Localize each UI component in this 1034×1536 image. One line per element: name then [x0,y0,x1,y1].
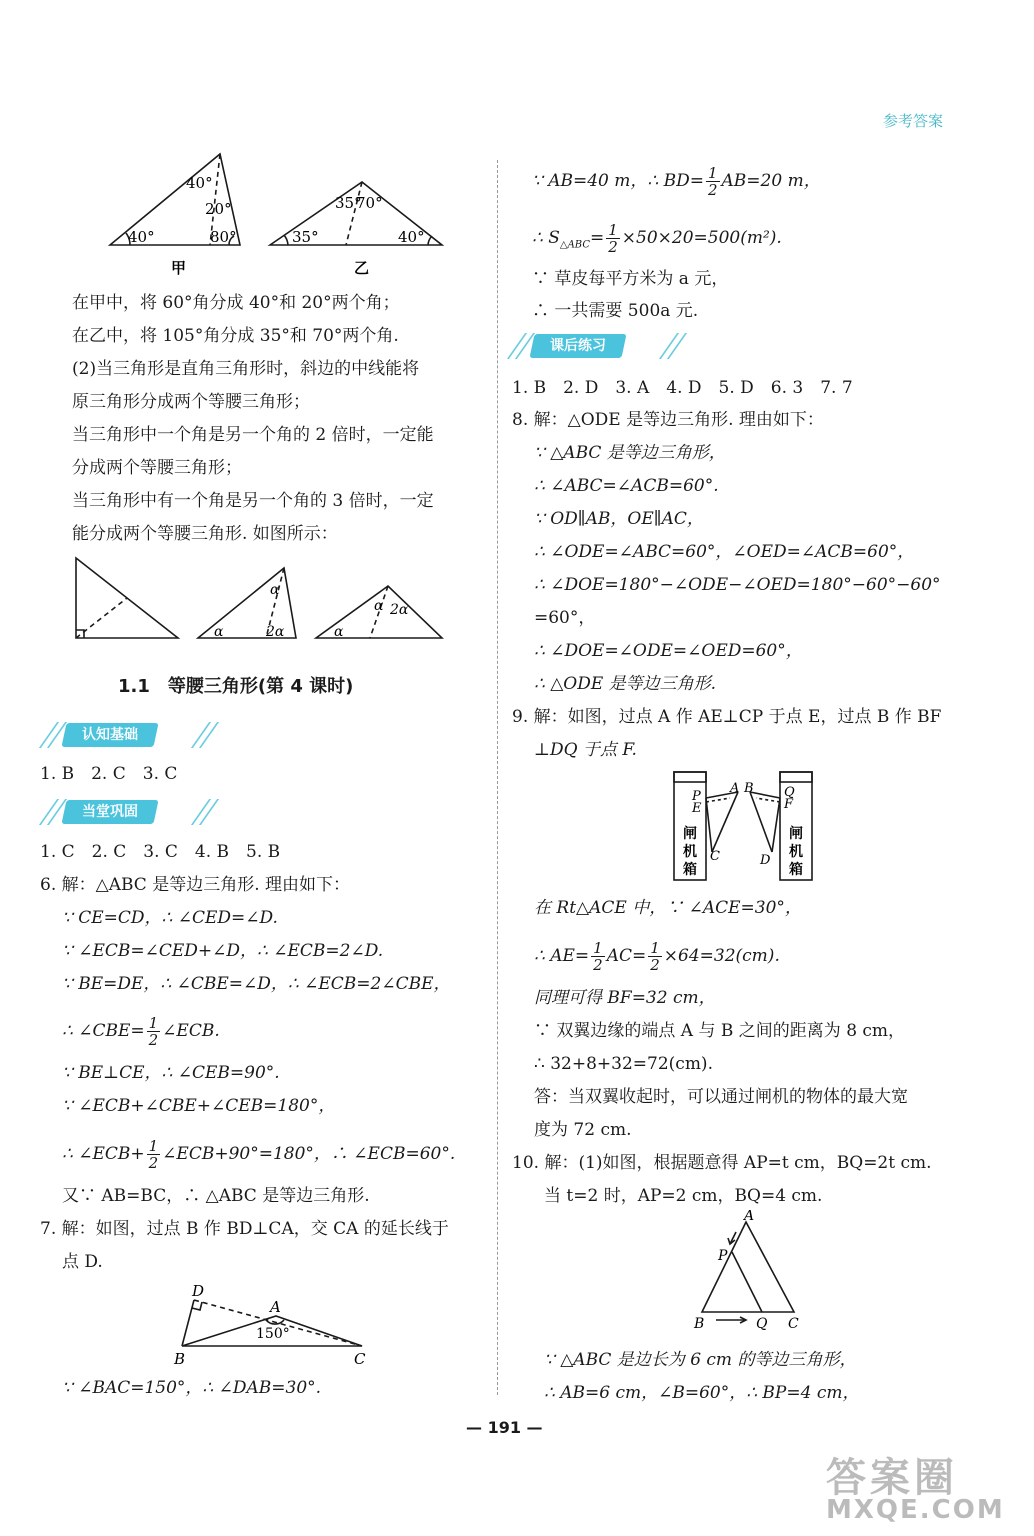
ans-dangtang: 1. C 2. C 3. C 4. B 5. B [40,842,281,862]
q9-box-left-1: 闸 [683,826,697,842]
yi-angle-35-left: 35° [292,228,319,246]
yi-angle-40-right: 40° [398,228,425,246]
alpha-label-4: α [334,624,344,640]
q9-label-A: A [730,781,740,796]
page-number: — 191 — [466,1418,543,1437]
jia-caption: 甲 [171,259,187,277]
q9-line-6: 同理可得 BF=32 cm， [534,988,716,1008]
q10-label-Q: Q [756,1316,768,1332]
q8-line-0: 8. 解：△ODE 是等边三角形. 理由如下： [512,410,824,430]
q10-line-0: 10. 解：(1)如图，根据题意得 AP=t cm，BQ=2t cm. [512,1153,932,1173]
alpha-label-3: α [270,582,280,598]
column-divider [497,160,498,1395]
q6-line-0: 6. 解：△ABC 是等边三角形. 理由如下： [40,875,351,895]
ans-renzhi: 1. B 2. C 3. C [40,764,178,784]
q7-line-1: 点 D. [62,1252,103,1272]
badge-renzhi [40,720,230,750]
q6-line-6: ∵ BE⊥CE，∴ ∠CEB=90°. [62,1063,280,1083]
alpha-label-1: α [214,624,224,640]
q8-line-4: ∴ ∠ODE=∠ABC=60°，∠OED=∠ACB=60°， [534,542,915,562]
q9-box-right-2: 机 [789,844,803,860]
q9-line-8: ∴ 32+8+32=72(cm). [534,1054,713,1074]
figure-q7 [170,1280,380,1370]
figure-q9-gate [668,768,818,886]
q6-line-1: ∵ CE=CD，∴ ∠CED=∠D. [62,908,278,928]
r-line-3: ∵ 草皮每平方米为 a 元， [532,269,729,289]
yi-caption: 乙 [354,259,370,277]
q6-frac-2: $\frac{1}{2}$ [148,1137,159,1172]
q8-line-6: =60°， [534,608,596,628]
q8-line-1: ∵ △ABC 是等边三角形， [534,443,726,463]
q10-line-1: 当 t=2 时，AP=2 cm，BQ=4 cm. [544,1186,823,1206]
yi-angle-70: 70° [356,194,383,212]
r-frac-2: $\frac{1}{2}$ [608,221,618,256]
q6-line-8: ∴ ∠ECB+ $\frac{1}{2}$ ∠ECB+90°=180°，∴ ∠ECB=60°. [62,1137,456,1172]
q10-label-C: C [788,1316,799,1332]
q9-label-B: B [744,781,754,796]
figure-jia-yi [100,148,450,278]
q7-line-2: ∵ ∠BAC=150°，∴ ∠DAB=30°. [62,1378,322,1398]
q9-line-3: ∴ AE= $\frac{1}{2}$ AC= $\frac{1}{2}$ ×64=32(cm). [534,939,780,974]
q7-label-C: C [354,1350,366,1368]
jia-angle-20: 20° [205,200,232,218]
q9-line-0: 9. 解：如图，过点 A 作 AE⊥CP 于点 E，过点 B 作 BF [512,707,942,727]
q9-label-C: C [710,849,720,864]
q6-line-2: ∵ ∠ECB=∠CED+∠D，∴ ∠ECB=2∠D. [62,941,384,961]
badge-kehou-label: 课后练习 [550,338,606,354]
jia-angle-40-top: 40° [186,174,213,192]
q6-line-4: ∴ ∠CBE= $\frac{1}{2}$ ∠ECB. [62,1014,220,1049]
q10-label-P: P [718,1248,728,1264]
section-title: 1.1 等腰三角形(第 4 课时) [118,676,354,697]
watermark-logo: 答案圈 MXQE.COM [826,1455,1005,1525]
q7-label-B: B [174,1350,186,1368]
left-p4b: 分成两个等腰三角形； [72,458,242,478]
figure-alpha-triangles [70,552,450,644]
q9-frac-2: $\frac{1}{2}$ [650,939,660,974]
r-frac-1: $\frac{1}{2}$ [707,164,718,199]
q8-line-2: ∴ ∠ABC=∠ACB=60°. [534,476,719,496]
badge-dangtang [40,797,230,827]
alpha-label-2: 2α [266,624,285,640]
q9-box-left-3: 箱 [683,862,697,878]
q10-line-3: ∴ AB=6 cm，∠B=60°，∴ BP=4 cm， [544,1383,860,1403]
q8-line-3: ∵ OD∥AB，OE∥AC， [534,509,704,529]
alpha-label-5: 2α [390,602,409,618]
q7-label-A: A [270,1298,281,1316]
q10-line-2: ∵ △ABC 是边长为 6 cm 的等边三角形， [544,1350,857,1370]
q9-label-E: E [692,801,702,816]
ans-kehou: 1. B 2. D 3. A 4. D 5. D 6. 3 7. 7 [512,378,853,398]
q9-label-Q: Q [784,785,795,800]
q7-label-D: D [192,1282,205,1300]
r-line-2: ∴ $S_{\triangle ABC}=$ $\frac{1}{2}$ ×50×20=500(m²). [532,221,782,256]
q8-line-7: ∴ ∠DOE=∠ODE=∠OED=60°， [534,641,803,661]
yi-angle-35-top: 35° [335,194,362,212]
left-p3b: 原三角形分成两个等腰三角形； [72,392,310,412]
q9-label-P: P [692,789,701,804]
figure-q10 [688,1210,808,1336]
q9-box-right-3: 箱 [789,862,803,878]
q9-label-D: D [760,853,771,868]
q9-line-1: ⊥DQ 于点 F. [534,740,637,760]
q6-line-10: 又∵ AB=BC，∴ △ABC 是等边三角形. [62,1186,370,1206]
q9-line-2: 在 Rt△ACE 中，∵ ∠ACE=30°， [534,898,802,918]
q8-line-8: ∴ △ODE 是等边三角形. [534,674,717,694]
left-p5a: 当三角形中有一个角是另一个角的 3 倍时，一定 [72,491,434,511]
left-p3a: (2)当三角形是直角三角形时，斜边的中线能将 [72,359,420,379]
badge-dangtang-label: 当堂巩固 [82,804,138,820]
badge-kehou [508,331,698,361]
r-line-1: ∵ AB=40 m，∴ BD= $\frac{1}{2}$ AB=20 m， [532,164,821,199]
q9-line-7: ∵ 双翼边缘的端点 A 与 B 之间的距离为 8 cm， [534,1021,906,1041]
left-p2: 在乙中，将 105°角分成 35°和 70°两个角. [72,326,399,346]
alpha-label-6: α [374,598,384,614]
q7-line-0: 7. 解：如图，过点 B 作 BD⊥CA，交 CA 的延长线于 [40,1219,449,1239]
q9-box-left-2: 机 [683,844,697,860]
jia-angle-80: 80° [210,228,237,246]
left-p4a: 当三角形中一个角是另一个角的 2 倍时，一定能 [72,425,434,445]
q6-frac-1: $\frac{1}{2}$ [148,1014,159,1049]
q7-angle: 150° [256,1326,290,1342]
q9-frac-1: $\frac{1}{2}$ [593,939,603,974]
q6-line-3: ∵ BE=DE，∴ ∠CBE=∠D，∴ ∠ECB=2∠CBE， [62,974,451,994]
r-line-4: ∴ 一共需要 500a 元. [532,301,699,321]
q6-line-7: ∵ ∠ECB+∠CBE+∠CEB=180°， [62,1096,336,1116]
jia-angle-40-left: 40° [128,228,155,246]
q9-label-F: F [784,797,794,812]
q8-line-5: ∴ ∠DOE=180°−∠ODE−∠OED=180°−60°−60° [534,575,941,595]
left-p5b: 能分成两个等腰三角形. 如图所示： [72,524,338,544]
badge-renzhi-label: 认知基础 [82,727,138,743]
q10-label-A: A [744,1210,755,1224]
q9-line-9: 答：当双翼收起时，可以通过闸机的物体的最大宽 [534,1087,908,1107]
header-label: 参考答案 [883,112,944,130]
left-p1: 在甲中，将 60°角分成 40°和 20°两个角； [72,293,400,313]
q10-label-B: B [694,1316,705,1332]
q9-line-10: 度为 72 cm. [534,1120,632,1140]
q9-box-right-1: 闸 [789,826,803,842]
